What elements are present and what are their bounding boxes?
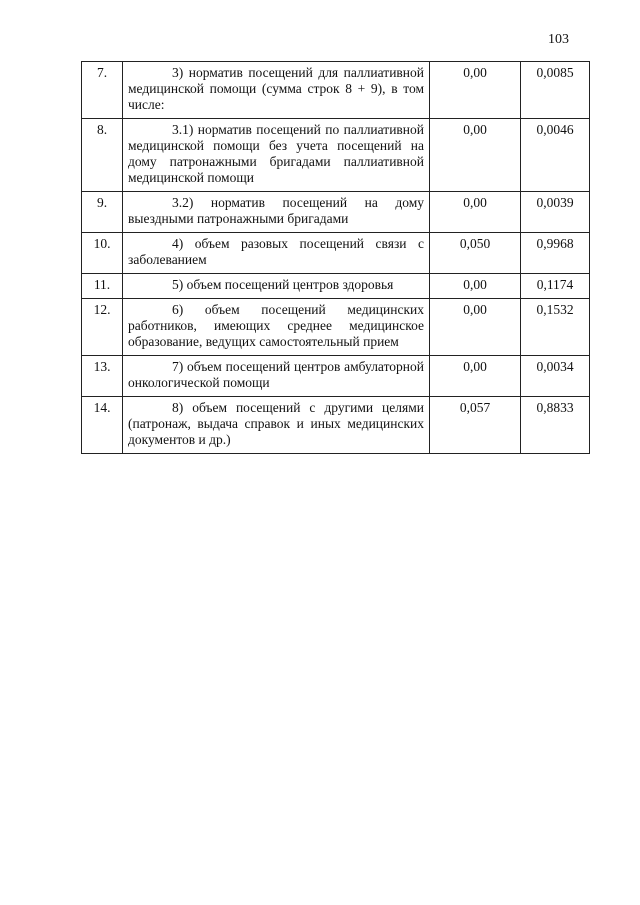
row-number: 7. [82, 62, 123, 119]
row-value-2: 0,0085 [521, 62, 590, 119]
row-description [123, 233, 430, 274]
row-value-1: 0,050 [430, 233, 521, 274]
row-value-1: 0,00 [430, 274, 521, 299]
row-number: 10. [82, 233, 123, 274]
row-value-1: 0,00 [430, 356, 521, 397]
table-row [82, 397, 590, 454]
row-description-text: 3) норматив посещений для паллиативной медицинской помощи (сумма строк 8 + 9), в том числе: [128, 65, 424, 112]
row-value-2: 0,9968 [521, 233, 590, 274]
table-row [82, 299, 590, 356]
row-value-1: 0,00 [430, 192, 521, 233]
table-row [82, 192, 590, 233]
row-description-text: 7) объем посещений центров амбулаторной онкологической помощи [128, 359, 424, 390]
page-number: 103 [548, 32, 569, 47]
row-description [123, 274, 430, 299]
row-value-2: 0,8833 [521, 397, 590, 454]
row-description [123, 62, 430, 119]
row-description [123, 397, 430, 454]
indicators-table [81, 61, 590, 454]
row-description-text: 6) объем посещений медицинских работников, имеющих среднее медицинское образование, ведущих самостоятельный прием [128, 302, 424, 349]
row-description [123, 192, 430, 233]
row-description-text: 8) объем посещений с другими целями (патронаж, выдача справок и иных медицинских документов и др.) [128, 400, 424, 447]
table-row [82, 274, 590, 299]
row-number: 11. [82, 274, 123, 299]
row-value-2: 0,0046 [521, 119, 590, 192]
table-row [82, 233, 590, 274]
row-value-2: 0,1532 [521, 299, 590, 356]
row-number: 9. [82, 192, 123, 233]
row-value-2: 0,1174 [521, 274, 590, 299]
row-description [123, 119, 430, 192]
row-description [123, 299, 430, 356]
row-number: 12. [82, 299, 123, 356]
table-row [82, 356, 590, 397]
row-description [123, 356, 430, 397]
row-value-2: 0,0039 [521, 192, 590, 233]
table-row [82, 119, 590, 192]
row-description-text: 3.1) норматив посещений по паллиативной медицинской помощи без учета посещений на дому патронажными бригадами паллиативной медицинской помощи [128, 122, 424, 185]
row-number: 8. [82, 119, 123, 192]
row-description-text: 5) объем посещений центров здоровья [172, 277, 394, 292]
row-number: 13. [82, 356, 123, 397]
row-value-1: 0,057 [430, 397, 521, 454]
row-description-text: 3.2) норматив посещений на дому выездными патронажными бригадами [128, 195, 424, 226]
row-description-text: 4) объем разовых посещений связи с заболеванием [128, 236, 424, 267]
row-value-1: 0,00 [430, 62, 521, 119]
row-value-2: 0,0034 [521, 356, 590, 397]
row-value-1: 0,00 [430, 299, 521, 356]
table-row [82, 62, 590, 119]
row-value-1: 0,00 [430, 119, 521, 192]
row-number: 14. [82, 397, 123, 454]
